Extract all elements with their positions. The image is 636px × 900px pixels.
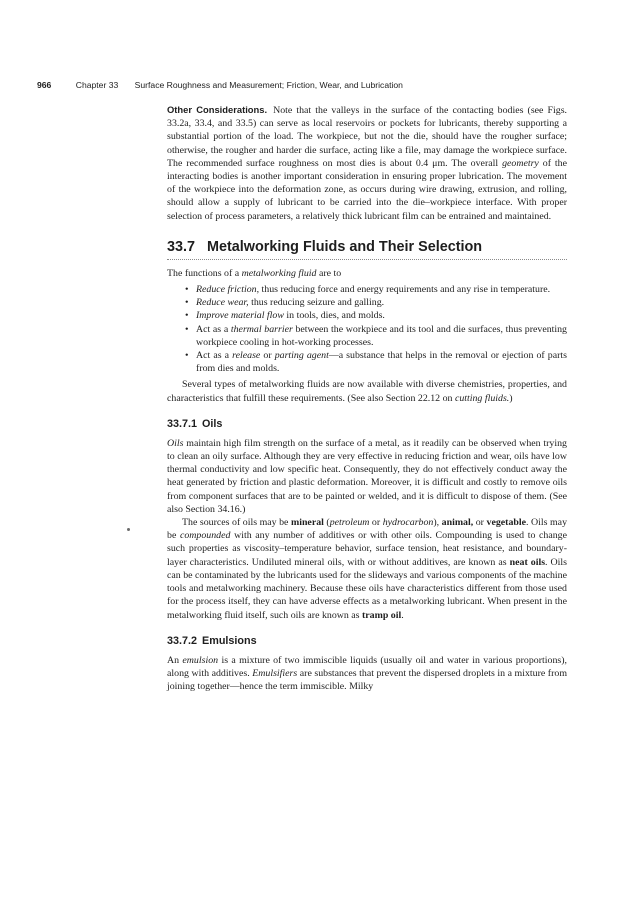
section-heading bbox=[167, 238, 567, 260]
subsection-heading-emulsions bbox=[167, 634, 567, 648]
list-item: • Act as a thermal barrier between the workpiece and its tool and die surfaces, thus preventing workpiece cooling in hot-working processes. bbox=[186, 323, 567, 349]
emulsions-paragraph: An emulsion is a mixture of two immiscible liquids (usually oil and water in various proportions), along with additives. Emulsifiers are substances that prevent the dispersed droplets in a mixture from joining together—hence the term immiscible. Milky bbox=[167, 654, 567, 693]
fluids-overview-paragraph: Several types of metalworking fluids are now available with diverse chemistries, properties, and characteristics that fulfill these requirements. (See also Section 22.12 on cutting fluids.) bbox=[167, 379, 567, 404]
chapter-label: Chapter 33 bbox=[75, 80, 119, 90]
runin-heading: Other Considerations. bbox=[167, 104, 268, 115]
subsection-title: Oils bbox=[202, 417, 223, 430]
running-header bbox=[37, 78, 597, 92]
subsection-heading-oils bbox=[167, 417, 567, 431]
functions-lead: The functions of a metalworking fluid are to bbox=[167, 267, 342, 279]
page-body bbox=[167, 103, 567, 693]
list-item: • Improve material flow in tools, dies, and molds. bbox=[186, 309, 567, 322]
list-item: • Reduce wear, thus reducing seizure and galling. bbox=[186, 296, 567, 309]
subsection-number: 33.7.1 bbox=[167, 417, 198, 430]
list-item: • Reduce friction, thus reducing force and energy requirements and any rise in temperature. bbox=[186, 283, 567, 296]
subsection-number: 33.7.2 bbox=[167, 634, 198, 647]
oils-paragraph-1: Oils maintain high film strength on the surface of a metal, as it readily can be observed when trying to clean an oily surface. Although they are very effective in reducing friction and wear, oils have low thermal conductivity and low specific heat. Consequently, they do not effectively conduct away the heat generated by friction and plastic deformation. Moreover, it is difficult and costly to remove oils from component surfaces that are to be painted or welded, and it is difficult to dispose of them. (See also Section 34.16.) bbox=[167, 437, 567, 515]
margin-mark bbox=[127, 528, 130, 531]
section-title: Metalworking Fluids and Their Selection bbox=[207, 238, 483, 255]
oils-paragraph-2: The sources of oils may be mineral (petroleum or hydrocarbon), animal, or vegetable. Oils may be compounded with any number of additives or with other oils. Compounding is used to change such properties as viscosity–temperature behavior, surface tension, heat resistance, and boundary-layer characteristics. Undiluted mineral oils, with or without additives, are known as neat oils. Oils can be contaminated by the lubricants used for the slideways and various components of the machine tools and metalworking machinery. Because these oils have characteristics different from those used for the process itself, they can have adverse effects as a metalworking lubricant. When present in the metalworking fluid itself, such oils are known as tramp oil. bbox=[167, 517, 568, 621]
section-number: 33.7 bbox=[167, 238, 196, 255]
list-item: • Act as a release or parting agent—a substance that helps in the removal or ejection of parts from dies and molds. bbox=[186, 349, 567, 375]
page-number: 966 bbox=[37, 80, 52, 90]
other-considerations-paragraph: Other Considerations. Note that the valleys in the surface of the contacting bodies (see Figs. 33.2a, 33.4, and 33.5) can serve as local reservoirs or pockets for lubricants, thereby supporting a substantial portion of the load. The workpiece, but not the die, should have the rougher surface; otherwise, the rougher and harder die surface, acting like a file, may damage the workpiece surface. The recommended surface roughness on most dies is about 0.4 μm. The overall geometry of the interacting bodies is another important consideration in ensuring proper lubrication. The movement of the workpiece into the deformation zone, as occurs during wire drawing, extrusion, and rolling, should allow a supply of lubricant to be carried into the die–workpiece interface. With proper selection of process parameters, a relatively thick lubricant film can be entrained and maintained. bbox=[167, 104, 568, 222]
subsection-title: Emulsions bbox=[202, 634, 257, 647]
chapter-title: Surface Roughness and Measurement; Friction, Wear, and Lubrication bbox=[134, 80, 403, 90]
functions-list bbox=[167, 283, 567, 375]
